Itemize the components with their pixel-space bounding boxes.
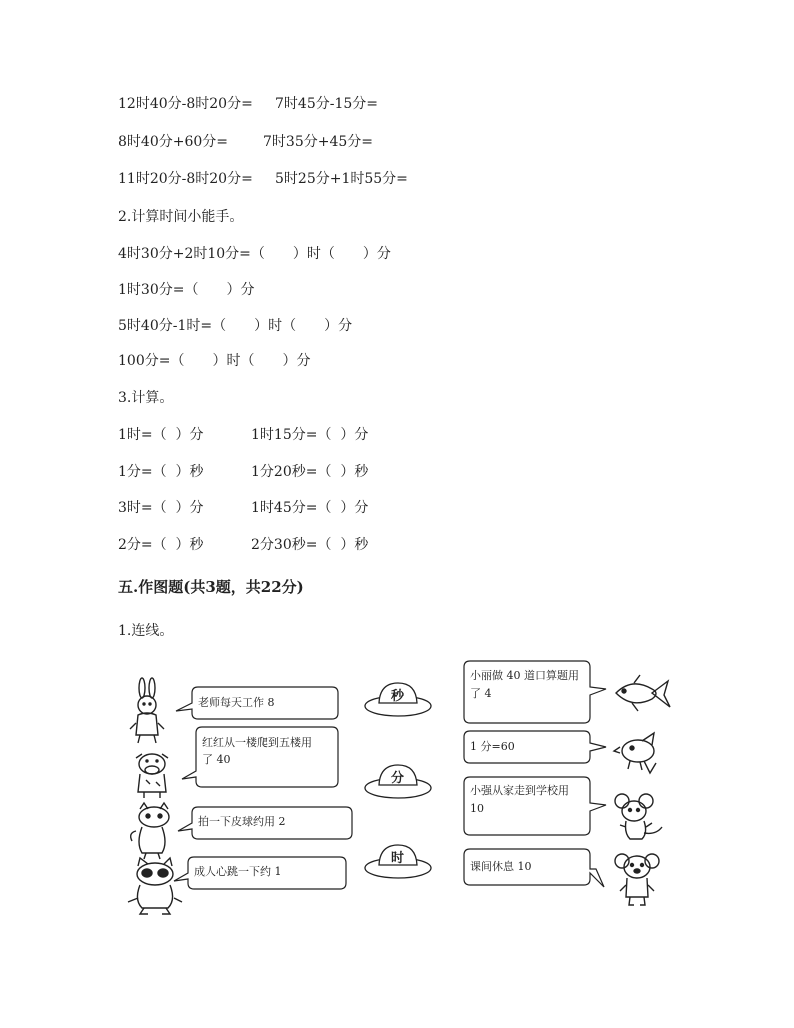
- left-bubble-4-text: 成人心跳一下约 1: [194, 865, 282, 878]
- arith-right-3: 5时25分+1时55分=: [275, 171, 408, 187]
- raccoon-icon: [128, 858, 182, 914]
- left-bubble-2-line2: 了 40: [202, 753, 231, 766]
- right-bubble-4-text: 课间休息 10: [470, 860, 532, 873]
- arith-right-1: 7时45分-15分=: [275, 96, 378, 112]
- left-bubble-3-text: 拍一下皮球约用 2: [198, 815, 286, 828]
- question-1-label: 1.连线。: [118, 623, 174, 639]
- right-bubble-2-text: 1 分=60: [470, 740, 515, 753]
- left-bubble-1-text: 老师每天工作 8: [198, 696, 275, 709]
- conv-right-2: 1分20秒=（ ）秒: [251, 464, 369, 480]
- right-bubble-2: [464, 731, 606, 763]
- left-bubble-2-line1: 红红从一楼爬到五楼用: [202, 736, 312, 749]
- section5-heading: 五.作图题(共3题，共22分): [118, 578, 304, 596]
- hat-hours: [365, 845, 431, 878]
- left-bubble-4: [174, 857, 346, 889]
- rabbit-icon: [130, 678, 164, 743]
- mouse-icon: [615, 794, 662, 839]
- left-bubble-1: [176, 687, 338, 719]
- goldfish-icon: [616, 675, 670, 711]
- hat-hours-label: 时: [391, 851, 405, 866]
- right-bubble-3: [464, 777, 606, 835]
- hat-minutes: [365, 765, 431, 798]
- conv-right-4: 2分30秒=（ ）秒: [251, 537, 369, 553]
- part2-line-4: 100分=（ ）时（ ）分: [118, 353, 311, 369]
- hat-minutes-label: 分: [391, 771, 405, 786]
- conv-left-2: 1分=（ ）秒: [118, 464, 204, 480]
- hat-seconds-label: 秒: [391, 689, 405, 704]
- right-bubble-3-line2: 10: [470, 802, 484, 815]
- left-bubble-2: [182, 727, 338, 787]
- right-bubble-3-line1: 小强从家走到学校用: [470, 784, 569, 797]
- arith-left-2: 8时40分+60分=: [118, 134, 228, 150]
- right-bubble-1: [464, 661, 606, 723]
- left-bubble-3: [178, 807, 352, 839]
- hat-seconds: [365, 683, 431, 716]
- conv-left-4: 2分=（ ）秒: [118, 537, 204, 553]
- right-bubble-1-line1: 小丽做 40 道口算题用: [470, 669, 579, 682]
- koala-icon: [615, 854, 659, 905]
- arith-left-1: 12时40分-8时20分=: [118, 96, 253, 112]
- conv-left-3: 3时=（ ）分: [118, 500, 204, 516]
- part2-line-3: 5时40分-1时=（ ）时（ ）分: [118, 318, 353, 334]
- part2-line-2: 1时30分=（ ）分: [118, 282, 255, 298]
- conv-right-3: 1时45分=（ ）分: [251, 500, 369, 516]
- part2-title: 2.计算时间小能手。: [118, 209, 244, 225]
- arith-left-3: 11时20分-8时20分=: [118, 171, 253, 187]
- matching-diagram: [118, 655, 688, 920]
- part3-title: 3.计算。: [118, 390, 174, 406]
- conv-left-1: 1时=（ ）分: [118, 427, 204, 443]
- right-bubble-4: [464, 849, 604, 887]
- arith-right-2: 7时35分+45分=: [263, 134, 373, 150]
- conv-right-1: 1时15分=（ ）分: [251, 427, 369, 443]
- bird-icon: [614, 733, 656, 773]
- right-bubble-1-line2: 了 4: [470, 687, 492, 700]
- cow-icon: [136, 754, 168, 798]
- part2-line-1: 4时30分+2时10分=（ ）时（ ）分: [118, 246, 391, 262]
- cat-icon: [131, 803, 169, 859]
